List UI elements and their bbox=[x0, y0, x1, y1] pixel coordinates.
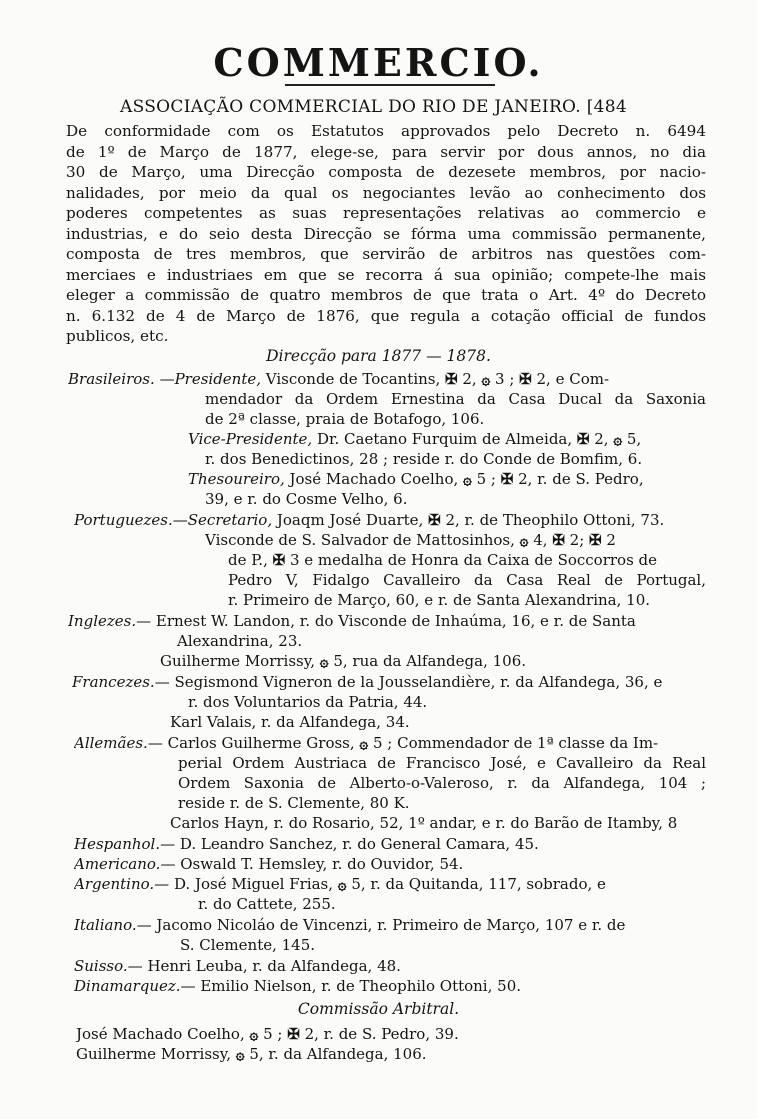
entry-portuguezes-line-5: r. Primeiro de Março, 60, e r. de Santa Alexandrina, 10. bbox=[228, 591, 650, 609]
nationality-label: Hespanhol. bbox=[74, 835, 161, 853]
entry-dinamarquez-line-1: Dinamarquez.— Emilio Nielson, r. de Theophilo Ottoni, 50. bbox=[74, 977, 522, 995]
entry-brasileiros-line-5: r. dos Benedictinos, 28 ; reside r. do Conde de Bomfim, 6. bbox=[205, 450, 643, 468]
maltese-cross-icon: ✠ bbox=[552, 531, 565, 549]
entry-francezes-line-2: r. dos Voluntarios da Patria, 44. bbox=[188, 693, 428, 711]
association-heading: ASSOCIAÇÃO COMMERCIAL DO RIO DE JANEIRO. [484 bbox=[120, 97, 627, 117]
order-insignia-icon: ۞ bbox=[519, 531, 529, 549]
arbitral-member-1: José Machado Coelho, ۞ 5 ; ✠ 2, r. de S. Pedro, 39. bbox=[76, 1025, 459, 1043]
entry-allemaes-line-1: Allemães.— Carlos Guilherme Gross, ۞ 5 ; Commendador de 1ª classe da Im- bbox=[74, 734, 659, 752]
maltese-cross-icon: ✠ bbox=[428, 511, 441, 529]
maltese-cross-icon: ✠ bbox=[500, 470, 514, 488]
intro-line: publicos, etc. bbox=[66, 327, 169, 345]
intro-line: eleger a commissão de quatro membros de que trata o Art. 4º do Decreto bbox=[66, 286, 706, 304]
nationality-label: Americano. bbox=[74, 855, 161, 873]
intro-paragraph bbox=[66, 121, 706, 347]
entry-allemaes-line-2: perial Ordem Austriaca de Francisco José, e Cavalleiro da Real bbox=[178, 754, 706, 772]
maltese-cross-icon: ✠ bbox=[287, 1025, 300, 1043]
intro-line: De conformidade com os Estatutos approvados pelo Decreto n. 6494 bbox=[66, 122, 706, 140]
entry-suisso-line-1: Suisso.— Henri Leuba, r. da Alfandega, 48. bbox=[74, 957, 401, 975]
maltese-cross-icon: ✠ bbox=[576, 430, 590, 448]
entry-inglezes-line-3: Guilherme Morrissy, ۞ 5, rua da Alfandega, 106. bbox=[160, 652, 527, 670]
role-label: Thesoureiro, bbox=[188, 470, 285, 488]
intro-line: n. 6.132 de 4 de Março de 1876, que regula a cotação official de fundos bbox=[66, 306, 706, 325]
entry-brasileiros-line-3: de 2ª classe, praia de Botafogo, 106. bbox=[205, 410, 485, 428]
nationality-label: Portuguezes. bbox=[74, 511, 173, 529]
order-insignia-icon: ۞ bbox=[235, 1045, 245, 1063]
arbitral-heading: Commissão Arbitral. bbox=[297, 1000, 460, 1018]
nationality-label: Dinamarquez. bbox=[74, 977, 181, 995]
entry-inglezes-line-2: Alexandrina, 23. bbox=[177, 632, 303, 650]
entry-italiano-line-2: S. Clemente, 145. bbox=[180, 936, 316, 954]
arbitral-member-2: Guilherme Morrissy, ۞ 5, r. da Alfandega, 106. bbox=[76, 1045, 427, 1063]
entry-brasileiros-line-1: Brasileiros. —Presidente, Visconde de Tocantins, ✠ 2, ۞ 3 ; ✠ 2, e Com- bbox=[68, 370, 610, 388]
role-label: Presidente, bbox=[174, 370, 262, 388]
maltese-cross-icon: ✠ bbox=[445, 370, 458, 388]
entry-brasileiros-line-2: mendador da Ordem Ernestina da Casa Ducal da Saxonia bbox=[205, 390, 706, 408]
page-title: COMMERCIO. bbox=[213, 40, 544, 85]
nationality-label: Francezes. bbox=[72, 673, 155, 691]
entry-americano-line-1: Americano.— Oswald T. Hemsley, r. do Ouvidor, 54. bbox=[74, 855, 464, 873]
nationality-label: Inglezes. bbox=[68, 612, 137, 630]
order-insignia-icon: ۞ bbox=[481, 370, 491, 388]
intro-line: industrias, e do seio desta Direcção se fórma uma commissão permanente, bbox=[66, 224, 706, 243]
maltese-cross-icon: ✠ bbox=[272, 551, 286, 569]
nationality-label: Brasileiros. bbox=[68, 370, 155, 388]
maltese-cross-icon: ✠ bbox=[519, 370, 532, 388]
entry-portuguezes-line-4: Pedro V, Fidalgo Cavalleiro da Casa Real de Portugal, bbox=[228, 571, 706, 589]
intro-line: de 1º de Março de 1877, elege-se, para servir por dous annos, no dia bbox=[66, 142, 706, 161]
entry-allemaes-line-3: Ordem Saxonia de Alberto-o-Valeroso, r. da Alfandega, 104 ; bbox=[178, 774, 706, 792]
order-insignia-icon: ۞ bbox=[613, 430, 623, 448]
entry-allemaes-line-5: Carlos Hayn, r. do Rosario, 52, 1º andar, e r. do Barão de Itamby, 8 bbox=[170, 814, 678, 832]
order-insignia-icon: ۞ bbox=[359, 734, 369, 752]
directorate-heading: Direcção para 1877 — 1878. bbox=[266, 347, 491, 365]
nationality-label: Argentino. bbox=[74, 875, 155, 893]
order-insignia-icon: ۞ bbox=[337, 875, 347, 893]
entry-portuguezes-line-3: de P., ✠ 3 e medalha de Honra da Caixa de Soccorros de bbox=[228, 551, 658, 569]
maltese-cross-icon: ✠ bbox=[589, 531, 602, 549]
role-label: Secretario, bbox=[187, 511, 273, 529]
entry-francezes-line-3: Karl Valais, r. da Alfandega, 34. bbox=[170, 713, 410, 731]
entry-hespanhol-line-1: Hespanhol.— D. Leandro Sanchez, r. do General Camara, 45. bbox=[74, 835, 539, 853]
intro-line: poderes competentes as suas representações relativas ao commercio e bbox=[66, 204, 706, 222]
order-insignia-icon: ۞ bbox=[463, 470, 472, 488]
role-label: Vice-Presidente, bbox=[188, 430, 313, 448]
nationality-label: Italiano. bbox=[74, 916, 137, 934]
entry-argentino-line-2: r. do Cattete, 255. bbox=[198, 895, 336, 913]
entry-inglezes-line-1: Inglezes.— Ernest W. Landon, r. do Visconde de Inhaúma, 16, e r. de Santa bbox=[68, 612, 636, 630]
intro-line: merciaes e industriaes em que se recorra á sua opinião; compete-lhe mais bbox=[66, 265, 706, 284]
intro-line: composta de tres membros, que servirão de arbitros nas questões com- bbox=[66, 245, 706, 263]
nationality-label: Suisso. bbox=[74, 957, 128, 975]
intro-line: nalidades, por meio da qual os negociantes levão ao conhecimento dos bbox=[66, 183, 706, 202]
entry-brasileiros-line-7: 39, e r. do Cosme Velho, 6. bbox=[205, 490, 408, 508]
entry-francezes-line-1: Francezes.— Segismond Vigneron de la Jousselandière, r. da Alfandega, 36, e bbox=[72, 673, 663, 691]
entry-brasileiros-line-4: Vice-Presidente, Dr. Caetano Furquim de Almeida, ✠ 2, ۞ 5, bbox=[188, 430, 642, 448]
order-insignia-icon: ۞ bbox=[249, 1025, 259, 1043]
entry-portuguezes-line-2: Visconde de S. Salvador de Mattosinhos, ۞ 4, ✠ 2; ✠ 2 bbox=[205, 531, 616, 549]
entry-argentino-line-1: Argentino.— D. José Miguel Frias, ۞ 5, r. da Quitanda, 117, sobrado, e bbox=[74, 875, 606, 893]
title-rule bbox=[285, 84, 495, 86]
entry-italiano-line-1: Italiano.— Jacomo Nicoláo de Vincenzi, r. Primeiro de Março, 107 e r. de bbox=[74, 916, 626, 934]
entry-portuguezes-line-1: Portuguezes.—Secretario, Joaqm José Duarte, ✠ 2, r. de Theophilo Ottoni, 73. bbox=[74, 511, 665, 529]
intro-line: 30 de Março, uma Direcção composta de dezesete membros, por nacio- bbox=[66, 163, 706, 181]
entry-allemaes-line-4: reside r. de S. Clemente, 80 K. bbox=[178, 794, 410, 812]
entry-brasileiros-line-6: Thesoureiro, José Machado Coelho, ۞ 5 ; ✠ 2, r. de S. Pedro, bbox=[188, 470, 644, 488]
nationality-label: Allemães. bbox=[74, 734, 148, 752]
order-insignia-icon: ۞ bbox=[319, 652, 329, 670]
